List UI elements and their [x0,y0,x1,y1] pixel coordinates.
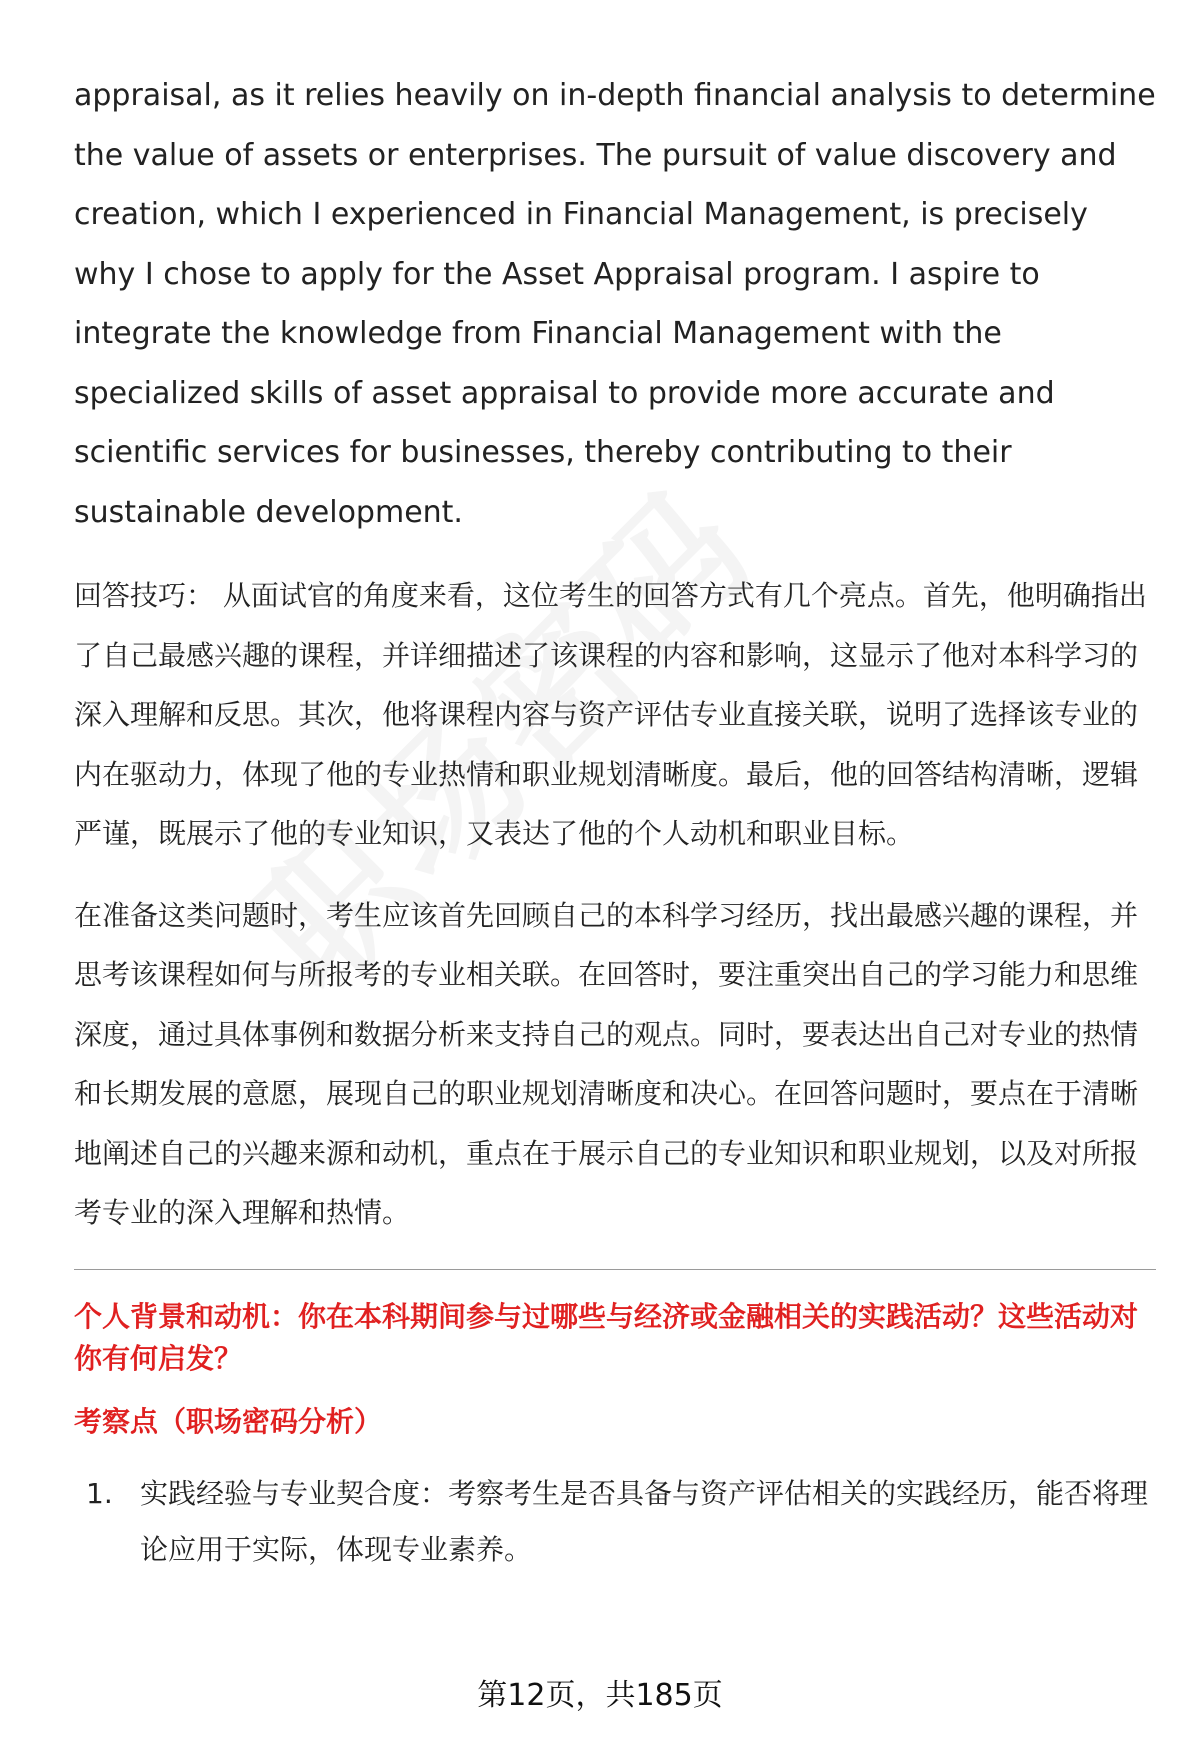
list-item-number: 1. [86,1476,113,1510]
list-item [74,1466,1156,1578]
assessment-points-list [74,1466,1156,1578]
paragraph-intro-en: appraisal, as it relies heavily on in-depth financial analysis to determine the value of assets or enterprises. The pursuit of value discovery and creation, which I experienced in Financial Management, is precisely why I chose to apply for the Asset Appraisal program. I aspire to integrate the knowledge from Financial Management with the specialized skills of asset appraisal to provide more accurate and scientific services for businesses, thereby contributing to their sustainable development. [74,78,1156,530]
page-content [74,66,1156,1578]
paragraph-answer-tips: 回答技巧： 从面试官的角度来看，这位考生的回答方式有几个亮点。首先，他明确指出了自己最感兴趣的课程，并详细描述了该课程的内容和影响，这显示了他对本科学习的深入理解和反思。其次，他将课程内容与资产评估专业直接关联，说明了选择该专业的内在驱动力，体现了他的专业热情和职业规划清晰度。最后，他的回答结构清晰，逻辑严谨，既展示了他的专业知识，又表达了他的个人动机和职业目标。 [74,579,1147,850]
assessment-points-heading: 考察点（职场密码分析） [74,1404,383,1438]
question-heading: 个人背景和动机：你在本科期间参与过哪些与经济或金融相关的实践活动？这些活动对你有何启发？ [74,1299,1139,1375]
section-divider [74,1269,1156,1270]
paragraph-preparation: 在准备这类问题时，考生应该首先回顾自己的本科学习经历，找出最感兴趣的课程，并思考该课程如何与所报考的专业相关联。在回答时，要注重突出自己的学习能力和思维深度，通过具体事例和数据分析来支持自己的观点。同时，要表达出自己对专业的热情和长期发展的意愿，展现自己的职业规划清晰度和决心。在回答问题时，要点在于清晰地阐述自己的兴趣来源和动机，重点在于展示自己的专业知识和职业规划，以及对所报考专业的深入理解和热情。 [74,898,1139,1229]
page-number-footer: 第12页，共185页 [477,1678,723,1713]
list-item-text: 实践经验与专业契合度：考察考生是否具备与资产评估相关的实践经历，能否将理论应用于实际，体现专业素养。 [140,1476,1149,1566]
